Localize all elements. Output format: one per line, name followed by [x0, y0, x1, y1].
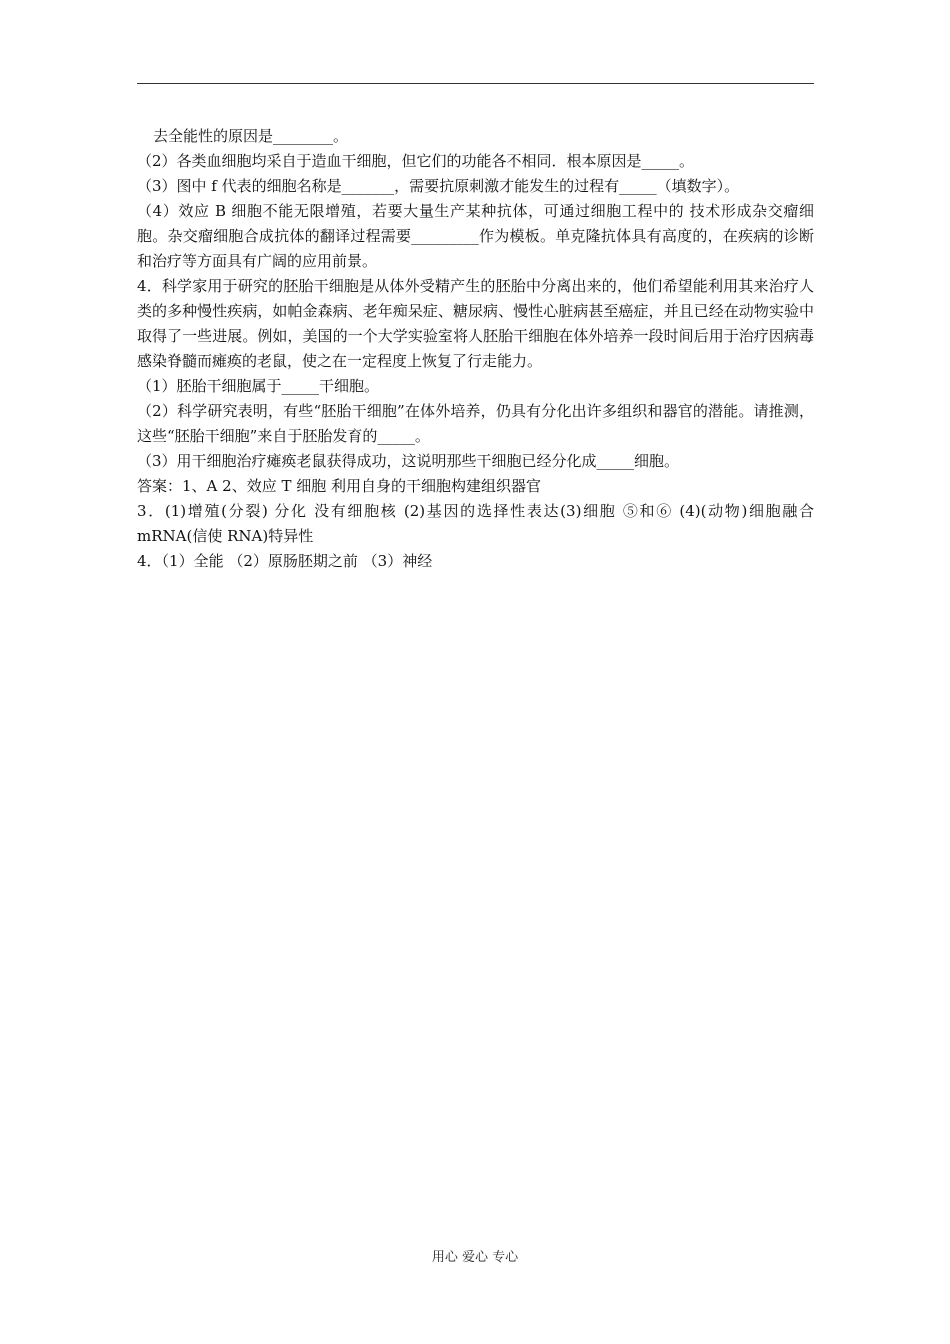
answer-line-1-2: 答案：1、A 2、效应 T 细胞 利用自身的干细胞构建组织器官	[137, 477, 541, 495]
question-4-stem: 4．科学家用于研究的胚胎干细胞是从体外受精产生的胚胎中分离出来的，他们希望能利用其来治疗人类的多种慢性疾病，如帕金森病、老年痴呆症、糖尿病、慢性心脏病甚至癌症，并且已经在动物实验中取得了一些进展。例如，美国的一个大学实验室将人胚胎干细胞在体外培养一段时间后用于治疗因病毒感染脊髓而瘫痪的老鼠，使之在一定程度上恢复了行走能力。	[137, 277, 814, 370]
question-4-part-1: （1）胚胎干细胞属于_____干细胞。	[137, 377, 380, 395]
paragraph-line: 去全能性的原因是________。	[153, 127, 349, 145]
answer-line-3: 3．(1)增殖(分裂) 分化 没有细胞核 (2)基因的选择性表达(3)细胞 ⑤和⑥ (4)(动物)细胞融合 mRNA(信使 RNA)特异性	[137, 502, 814, 545]
answer-line-4: 4．（1）全能 （2）原肠胚期之前 （3）神经	[137, 552, 433, 570]
page-footer: 用心 爱心 专心	[431, 1250, 519, 1265]
question-3-part-4: （4）效应 B 细胞不能无限增殖，若要大量生产某种抗体，可通过细胞工程中的 技术形成杂交瘤细胞。杂交瘤细胞合成抗体的翻译过程需要_________作为模板。单克隆抗体具有高度的，在疾病的诊断和治疗等方面具有广阔的应用前景。	[137, 202, 814, 270]
question-3-part-3: （3）图中 f 代表的细胞名称是_______，需要抗原刺激才能发生的过程有_____（填数字）。	[137, 177, 740, 195]
document-body	[137, 124, 814, 574]
question-4-part-3: （3）用干细胞治疗瘫痪老鼠获得成功，这说明那些干细胞已经分化成_____细胞。	[137, 452, 680, 470]
question-3-part-2: （2）各类血细胞均采自于造血干细胞，但它们的功能各不相同．根本原因是_____。	[137, 152, 695, 170]
header-rule	[137, 83, 814, 84]
question-4-part-2: （2）科学研究表明，有些“胚胎干细胞”在体外培养，仍具有分化出许多组织和器官的潜能。请推测，这些“胚胎干细胞”来自于胚胎发育的_____。	[137, 402, 814, 445]
